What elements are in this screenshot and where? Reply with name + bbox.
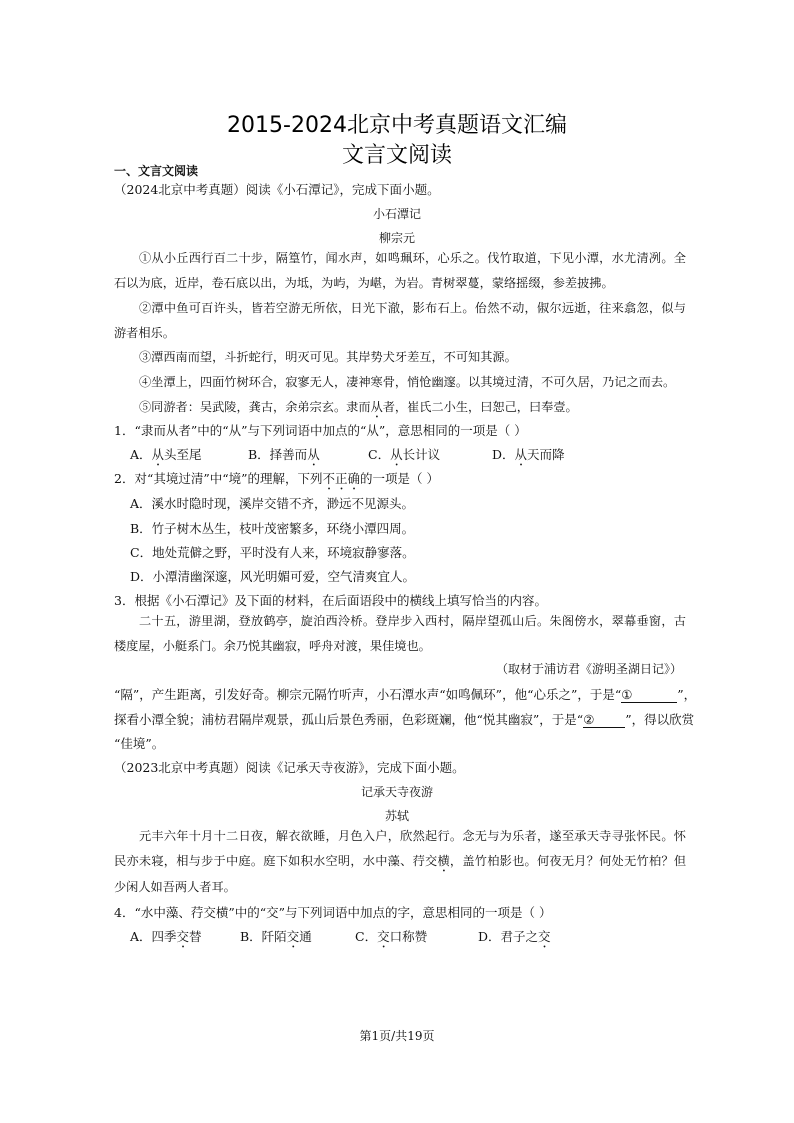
passage2-author: 苏轼 xyxy=(384,809,409,823)
option-a[interactable]: A．四季交替 xyxy=(130,929,202,944)
option-c[interactable]: C．从长计议 xyxy=(368,447,441,462)
question-4-stem: 4．“水中藻、荇交横”中的“交”与下列词语中加点的字，意思相同的一项是（ ） xyxy=(114,905,552,920)
passage2-text: 元丰六年十月十二日夜，解衣欲睡，月色入户，欣然起行。念无与为乐者，遂至承天寺寻张怀民。怀民亦未寝，相与步于中庭。庭下如积水空明，水中藻、荇交横，盖竹柏影也。何夜无月？何处无竹柏？但少闲人如吾两人者耳。 xyxy=(114,829,687,894)
answer-blank-2[interactable]: ② xyxy=(583,712,625,728)
question-3-source: （取材于浦访君《游明圣湖日记》） xyxy=(495,662,682,676)
question-2-stem: 2．对“其境过清”中“境”的理解，下列不正确的一项是（ ） xyxy=(114,471,440,486)
question-2-option-a[interactable]: A．溪水时隐时现，溪岸交错不齐，渺远不见源头。 xyxy=(130,496,415,511)
page-footer: 第1页/共19页 xyxy=(359,1029,435,1043)
passage1-author: 柳宗元 xyxy=(378,231,415,245)
option-d[interactable]: D．从天而降 xyxy=(492,447,565,462)
passage1-paragraph-3: ③潭西南而望，斗折蛇行，明灭可见。其岸势犬牙差互，不可知其源。 xyxy=(139,350,517,364)
question-2-option-c[interactable]: C．地处荒僻之野，平时没有人来，环境寂静寥落。 xyxy=(130,545,415,560)
question-3-answer-line-2: 探看小潭全貌；浦枋君隔岸观景，孤山后景色秀丽，色彩斑斓，他“悦其幽寂”，于是“② ”，得以欣赏 xyxy=(114,712,695,727)
option-b[interactable]: B．阡陌交通 xyxy=(240,929,312,944)
option-a[interactable]: A．从头至尾 xyxy=(130,447,202,462)
passage1-paragraph-4: ④坐潭上，四面竹树环合，寂寥无人，凄神寒骨，悄怆幽邃。以其境过清，不可久居，乃记之而去。 xyxy=(139,375,676,389)
question-2-option-d[interactable]: D．小潭清幽深邃，风光明媚可爱，空气清爽宜人。 xyxy=(130,569,416,584)
question-3-stem: 3．根据《小石潭记》及下面的材料，在后面语段中的横线上填写恰当的内容。 xyxy=(114,593,547,608)
passage2-intro: （2023北京中考真题）阅读《记承天寺夜游》，完成下面小题。 xyxy=(114,760,465,775)
document-title: 2015-2024北京中考真题语文汇编 xyxy=(227,113,567,138)
option-b[interactable]: B．择善而从 xyxy=(248,447,320,462)
section-heading: 一、文言文阅读 xyxy=(114,164,199,178)
question-3-material: 二十五，游里湖，登放鹤亭，旋泊西泠桥。登岸步入西村，隔岸望孤山后。朱阁傍水，翠幕垂窗，古楼度屋，小艇系门。余乃悦其幽寂，呼舟对渡，果佳境也。 xyxy=(114,614,686,653)
question-2-option-b[interactable]: B．竹子树木丛生，枝叶茂密繁多，环绕小潭四周。 xyxy=(130,521,415,536)
passage1-paragraph-1: ①从小丘西行百二十步，隔篁竹，闻水声，如鸣珮环，心乐之。伐竹取道，下见小潭，水尤清冽。全石以为底，近岸，卷石底以出，为坻，为屿，为嵁，为岩。青树翠蔓，蒙络摇缀，参差披拂。 xyxy=(114,251,686,290)
passage1-intro: （2024北京中考真题）阅读《小石潭记》，完成下面小题。 xyxy=(114,182,440,197)
document-subtitle: 文言文阅读 xyxy=(341,143,452,168)
option-d[interactable]: D．君子之交 xyxy=(478,929,551,944)
passage2-title: 记承天寺夜游 xyxy=(360,785,433,799)
answer-blank-1[interactable]: ① xyxy=(621,687,677,703)
passage1-paragraph-2: ②潭中鱼可百许头，皆若空游无所依，日光下澈，影布石上。佁然不动，俶尔远逝，往来翕忽，似与游者相乐。 xyxy=(114,301,686,340)
question-3-answer-line-1: “隔”，产生距离，引发好奇。柳宗元隔竹听声，小石潭水声“如鸣佩环”，他“心乐之”，于是“① ”， xyxy=(114,687,697,702)
option-c[interactable]: C．交口称赞 xyxy=(355,929,428,944)
question-3-answer-line-3: “佳境”。 xyxy=(114,736,165,751)
passage1-title: 小石潭记 xyxy=(372,207,421,221)
passage1-paragraph-5: ⑤同游者：吴武陵，龚古，余弟宗玄。隶而从者，崔氏二小生，曰恕己，曰奉壹。 xyxy=(139,400,578,414)
question-1-stem: 1．“隶而从者”中的“从”与下列词语中加点的“从”，意思相同的一项是（ ） xyxy=(114,423,527,438)
